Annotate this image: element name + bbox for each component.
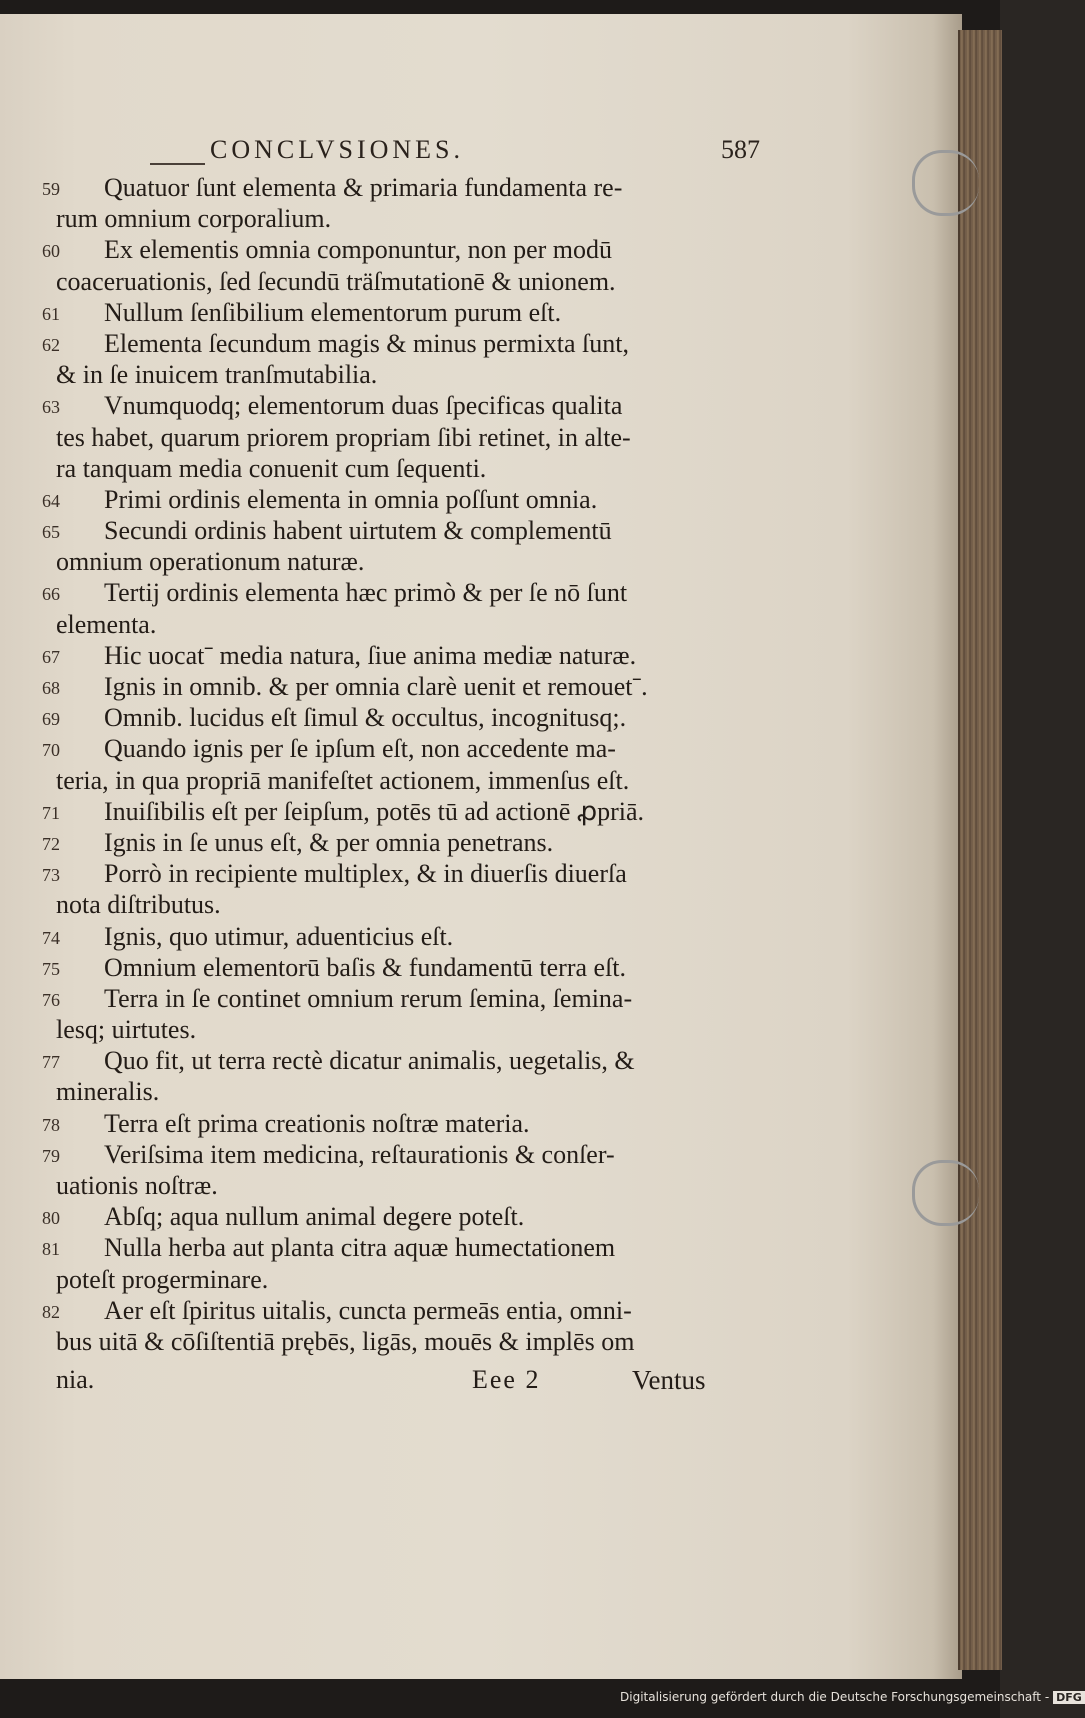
line-text: Porrò in recipiente multiplex, & in diuerſis diuerſa bbox=[104, 859, 627, 889]
line-text: Secundi ordinis habent uirtutem & complementū bbox=[104, 516, 612, 546]
text-line bbox=[42, 203, 742, 234]
conclusion-number: 61 bbox=[42, 303, 60, 324]
line-text: Abſq; aqua nullum animal degere poteſt. bbox=[104, 1202, 525, 1232]
conclusion-number: 80 bbox=[42, 1208, 60, 1229]
text-line bbox=[42, 359, 742, 390]
text-line bbox=[42, 172, 742, 203]
text-line bbox=[42, 640, 742, 671]
conclusion-number: 63 bbox=[42, 397, 60, 418]
text-line bbox=[42, 422, 742, 453]
conclusion-number: 68 bbox=[42, 678, 60, 698]
text-line bbox=[42, 234, 742, 265]
conclusion-number: 73 bbox=[42, 865, 60, 886]
conclusion-number: 66 bbox=[42, 584, 60, 605]
line-text: & in ſe inuicem tranſmutabilia. bbox=[56, 360, 378, 390]
line-text: teria, in qua propriā manifeſtet actionem, immenſus eſt. bbox=[56, 765, 630, 795]
line-text: Veriſsima item medicina, reſtaurationis & conſer- bbox=[104, 1139, 615, 1169]
conclusion-number: 79 bbox=[42, 1145, 60, 1166]
text-line bbox=[42, 1264, 742, 1295]
text-line bbox=[42, 609, 742, 640]
text-line bbox=[42, 328, 742, 359]
line-text: tes habet, quarum priorem propriam ſibi retinet, in alte- bbox=[56, 422, 631, 452]
text-line bbox=[42, 983, 742, 1014]
digitization-credit bbox=[620, 1690, 1082, 1712]
conclusion-number: 59 bbox=[42, 179, 60, 199]
conclusion-number: 64 bbox=[42, 490, 60, 511]
line-text: Terra eſt prima creationis noſtræ materia. bbox=[104, 1108, 530, 1138]
line-text: Elementa ſecundum magis & minus permixta ſunt, bbox=[104, 328, 629, 358]
line-text: bus uitā & cōſiſtentiā prębēs, ligās, mouēs & implēs om bbox=[56, 1326, 635, 1356]
line-text: Nulla herba aut planta citra aquæ humectationem bbox=[104, 1233, 616, 1263]
line-text: Nullum ſenſibilium elementorum purum eſt. bbox=[104, 297, 562, 327]
text-line bbox=[42, 297, 742, 328]
line-text: ra tanquam media conuenit cum ſequenti. bbox=[56, 453, 487, 483]
line-text: elementa. bbox=[56, 609, 157, 639]
last-line-end: nia. bbox=[56, 1365, 95, 1394]
line-text: coaceruationis, ſed ſecundū träſmutationē & unionem. bbox=[56, 266, 616, 296]
text-line bbox=[42, 1014, 742, 1045]
conclusion-number: 82 bbox=[42, 1301, 60, 1322]
text-line bbox=[42, 390, 742, 421]
book-clip-top bbox=[912, 150, 979, 216]
text-line bbox=[42, 546, 742, 577]
body-text bbox=[42, 172, 742, 1357]
catchword: Ventus bbox=[632, 1365, 706, 1395]
line-text: Quando ignis per ſe ipſum eſt, non accedente ma- bbox=[104, 734, 616, 764]
header-rule bbox=[150, 163, 205, 165]
page-footer bbox=[42, 1365, 742, 1399]
text-line bbox=[42, 858, 742, 889]
line-text: Hic uocatˉ media natura, ſiue anima mediæ naturæ. bbox=[104, 640, 637, 670]
line-text: mineralis. bbox=[56, 1077, 160, 1107]
text-line bbox=[42, 577, 742, 608]
page-number: 587 bbox=[721, 135, 760, 164]
text-line bbox=[42, 1326, 742, 1357]
text-line bbox=[42, 1045, 742, 1076]
text-line bbox=[42, 702, 742, 733]
line-text: Omnium elementorū baſis & fundamentū terra eſt. bbox=[104, 952, 627, 982]
text-line bbox=[42, 484, 742, 515]
conclusion-number: 72 bbox=[42, 833, 60, 854]
running-title: CONCLVSIONES. bbox=[210, 135, 465, 164]
line-text: uationis noſtræ. bbox=[56, 1171, 218, 1200]
dfg-logo: DFG bbox=[1053, 1691, 1085, 1704]
text-line bbox=[42, 921, 742, 952]
line-text: Quatuor ſunt elementa & primaria fundamenta re- bbox=[104, 173, 623, 202]
text-line bbox=[42, 827, 742, 858]
text-line bbox=[42, 796, 742, 827]
line-text: rum omnium corporalium. bbox=[56, 204, 332, 234]
credit-text: Digitalisierung gefördert durch die Deutsche Forschungsgemeinschaft - bbox=[620, 1690, 1050, 1704]
conclusion-number: 69 bbox=[42, 709, 60, 730]
book-clip-bottom bbox=[912, 1160, 979, 1226]
text-line bbox=[42, 453, 742, 484]
text-line bbox=[42, 765, 742, 796]
text-line bbox=[42, 952, 742, 983]
conclusion-number: 81 bbox=[42, 1239, 60, 1260]
conclusion-number: 67 bbox=[42, 646, 60, 667]
line-text: lesq; uirtutes. bbox=[56, 1015, 197, 1045]
text-line bbox=[42, 1295, 742, 1326]
text-line bbox=[42, 733, 742, 764]
line-text: omnium operationum naturæ. bbox=[56, 547, 365, 577]
line-text: Ignis in ſe unus eſt, & per omnia penetrans. bbox=[104, 827, 554, 857]
line-text: Tertij ordinis elementa hæc primò & per ſe nō ſunt bbox=[104, 578, 628, 608]
conclusion-number: 78 bbox=[42, 1114, 60, 1135]
page-header bbox=[150, 135, 760, 175]
conclusion-number: 70 bbox=[42, 740, 60, 761]
conclusion-number: 60 bbox=[42, 241, 60, 262]
text-line bbox=[42, 889, 742, 920]
text-line bbox=[42, 1139, 742, 1170]
line-text: Inuiſibilis eſt per ſeipſum, potēs tū ad actionē ꝓpriā. bbox=[104, 796, 645, 826]
line-text: nota diſtributus. bbox=[56, 890, 221, 920]
line-text: Terra in ſe continet omnium rerum ſemina, ſemina- bbox=[104, 983, 633, 1013]
page-edges bbox=[958, 30, 1002, 1670]
signature-mark: Eee 2 bbox=[472, 1365, 541, 1394]
conclusion-number: 77 bbox=[42, 1052, 60, 1073]
line-text: Omnib. lucidus eſt ſimul & occultus, incognitusq;. bbox=[104, 703, 627, 733]
text-line bbox=[42, 1108, 742, 1139]
line-text: Aer eſt ſpiritus uitalis, cuncta permeās entia, omni- bbox=[104, 1295, 632, 1325]
conclusion-number: 62 bbox=[42, 334, 60, 355]
line-text: Ignis, quo utimur, aduenticius eſt. bbox=[104, 921, 454, 951]
text-line bbox=[42, 671, 742, 702]
text-line bbox=[42, 515, 742, 546]
conclusion-number: 71 bbox=[42, 802, 60, 823]
conclusion-number: 76 bbox=[42, 989, 60, 1010]
text-line bbox=[42, 1076, 742, 1107]
conclusion-number: 75 bbox=[42, 958, 60, 979]
text-line bbox=[42, 266, 742, 297]
conclusion-number: 74 bbox=[42, 927, 60, 948]
line-text: Primi ordinis elementa in omnia poſſunt omnia. bbox=[104, 484, 598, 514]
line-text: Ex elementis omnia componuntur, non per modū bbox=[104, 235, 613, 265]
line-text: poteſt progerminare. bbox=[56, 1264, 269, 1294]
line-text: Ignis in omnib. & per omnia clarè uenit et remouetˉ. bbox=[104, 672, 648, 701]
conclusion-number: 65 bbox=[42, 522, 60, 543]
text-line bbox=[42, 1232, 742, 1263]
text-line bbox=[42, 1201, 742, 1232]
text-line bbox=[42, 1170, 742, 1201]
line-text: Quo fit, ut terra rectè dicatur animalis, uegetalis, & bbox=[104, 1046, 635, 1076]
line-text: Vnumquodq; elementorum duas ſpecificas qualita bbox=[104, 391, 623, 421]
